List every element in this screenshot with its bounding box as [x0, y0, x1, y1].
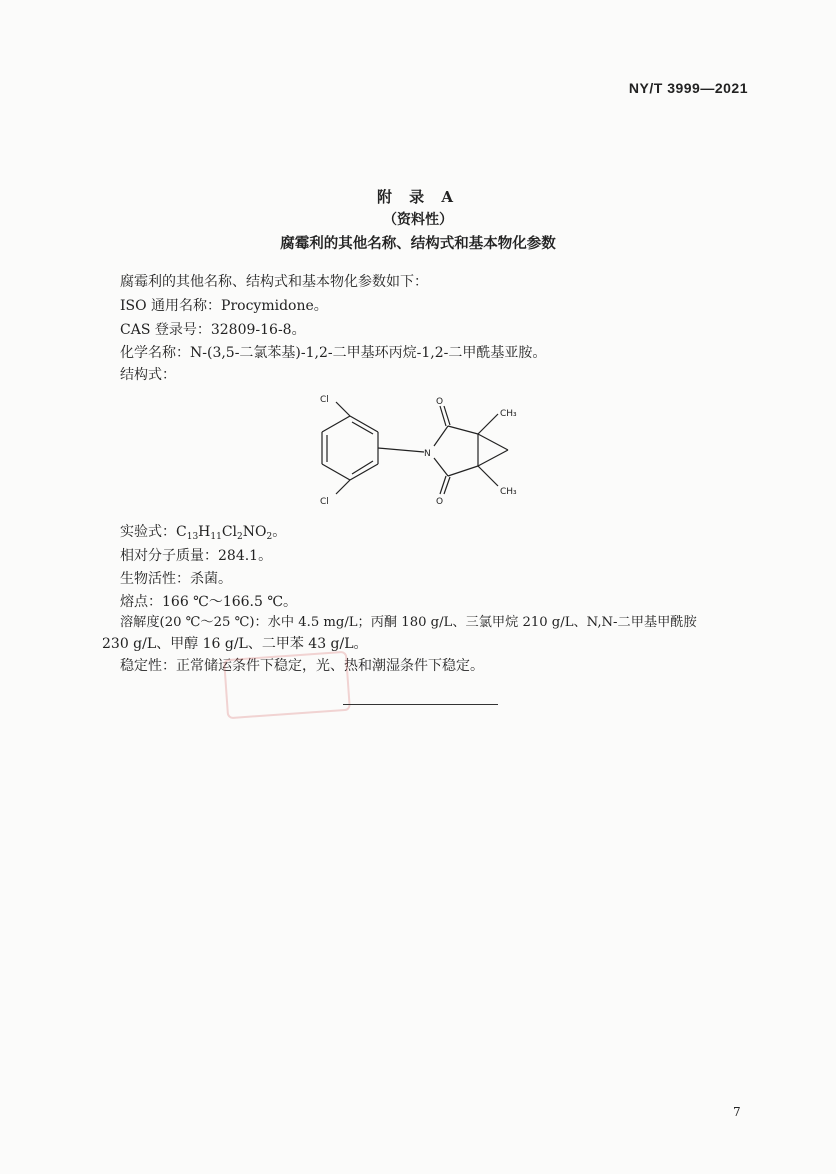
standard-code: NY/T 3999—2021 [628, 80, 748, 96]
appendix-subject: 腐霉利的其他名称、结构式和基本物化参数 [280, 235, 556, 252]
chlorine-bottom-label: Cl [320, 497, 329, 507]
cas-number: CAS 登录号：32809-16-8。 [120, 322, 306, 338]
iso-name: ISO 通用名称：Procymidone。 [120, 298, 328, 314]
melting-point: 熔点：166 ℃～166.5 ℃。 [120, 594, 298, 610]
formula-cl: Cl [221, 524, 238, 540]
solubility-line-1: 溶解度(20 ℃～25 ℃)：水中 4.5 mg/L；丙酮 180 g/L、三氯甲烷 210 g/L、N,N-二甲基甲酰胺 [120, 615, 697, 630]
page-number: 7 [733, 1105, 741, 1119]
stability: 稳定性：正常储运条件下稳定，光、热和潮湿条件下稳定。 [120, 658, 484, 674]
chlorine-top-label: Cl [320, 395, 329, 405]
formula-prefix: 实验式： [120, 524, 176, 540]
bioactivity: 生物活性：杀菌。 [120, 571, 232, 587]
formula-c: C [176, 524, 187, 540]
formula-h-count: 11 [210, 532, 222, 542]
formula-end: 。 [272, 524, 287, 540]
intro-text: 腐霉利的其他名称、结构式和基本物化参数如下： [120, 274, 428, 290]
molar-mass: 相对分子质量：284.1。 [120, 548, 273, 564]
methyl-top-label: CH₃ [500, 409, 517, 419]
appendix-nature: （资料性） [383, 212, 453, 228]
oxygen-top-label: O [436, 397, 444, 407]
structure-label: 结构式： [120, 367, 176, 383]
solubility-line-2: 230 g/L、甲醇 16 g/L、二甲苯 43 g/L。 [102, 636, 368, 652]
empirical-formula [120, 522, 286, 547]
oxygen-bottom-label: O [436, 497, 444, 507]
formula-o-count: 2 [266, 532, 273, 542]
appendix-title: 附 录 A [376, 188, 460, 206]
formula-no: NO [242, 524, 267, 540]
formula-c-count: 13 [186, 532, 199, 542]
chemical-name: 化学名称：N-(3,5-二氯苯基)-1,2-二甲基环丙烷-1,2-二甲酰基亚胺。 [120, 345, 547, 361]
faint-seal-stamp [223, 651, 351, 720]
formula-h: H [198, 524, 211, 540]
structural-formula [300, 388, 540, 516]
formula-cl-count: 2 [237, 532, 243, 542]
nitrogen-label: N [424, 449, 431, 459]
end-rule [343, 704, 498, 705]
methyl-bottom-label: CH₃ [500, 487, 517, 497]
